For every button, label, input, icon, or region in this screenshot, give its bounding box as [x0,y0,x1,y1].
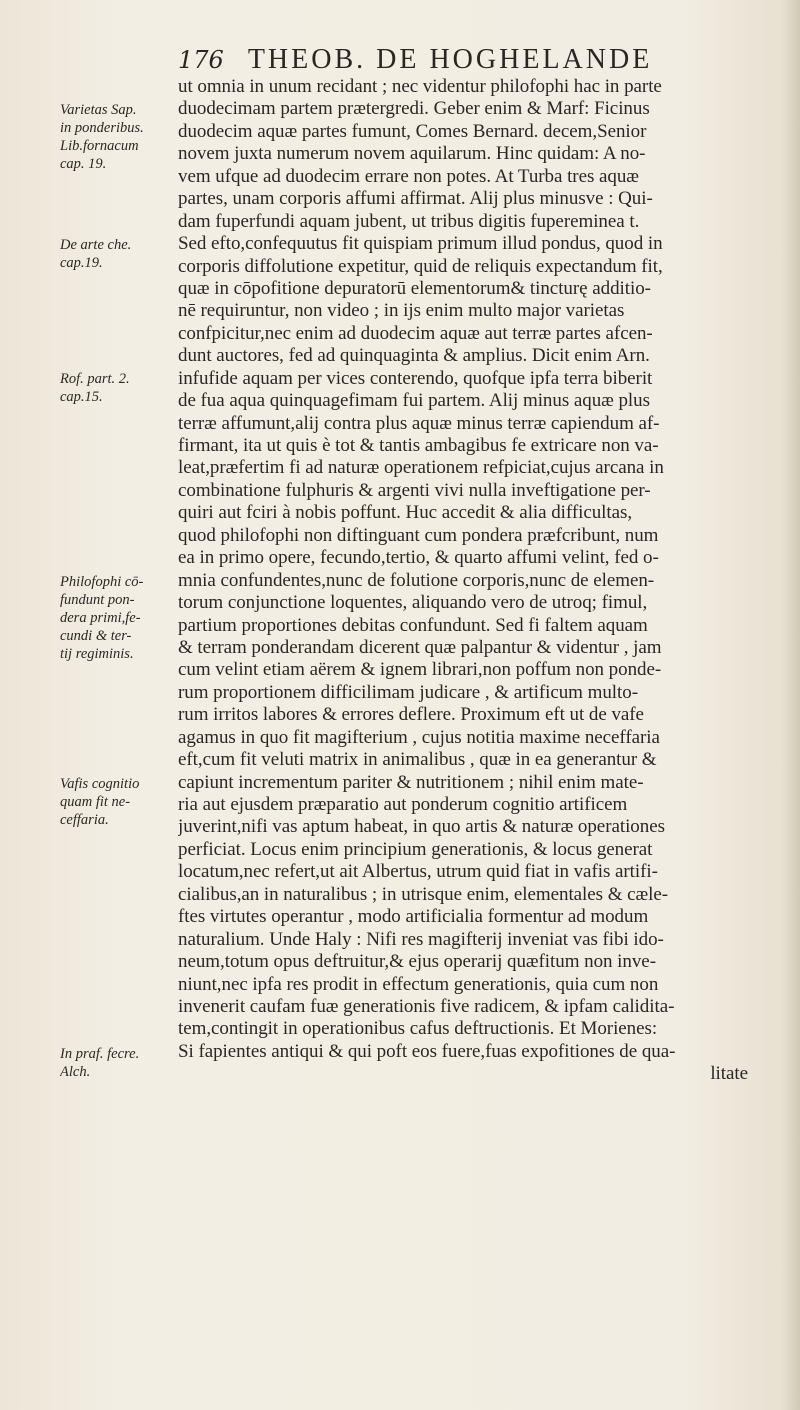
margin-note-in-praef [60,1045,175,1081]
margin-note-line: cap. 19. [60,156,107,172]
text-line: vem ufque ad duodecim errare non potes. At Turba tres aquæ [178,165,639,187]
text-line: partium proportiones debitas confundunt. Sed fi faltem aquam [178,614,648,636]
margin-note-line: ceffaria. [60,812,109,828]
text-line: confpicitur,nec enim ad duodecim aquæ aut terræ partes afcen- [178,322,653,344]
margin-note-vasis [60,775,175,829]
page-header [178,44,738,80]
text-line: firmant, ita ut quis è tot & tantis ambagibus fe extricare non va- [178,435,659,456]
margin-note-line: Rof. part. 2. [60,371,130,387]
text-line: dam fuperfundi aquam jubent, ut tribus digitis fupereminea t. [178,210,640,232]
text-line: duodecimam partem prætergredi. Geber enim & Marf: Ficinus [178,98,650,120]
text-line: dunt auctores, fed ad quinquaginta & amplius. Dicit enim Arn. [178,345,650,367]
text-line: partes, unam corporis affumi affirmat. Alij plus minusve : Qui- [178,188,653,210]
text-line: rum irritos labores & errores deflere. Proximum eft ut de vafe [178,704,644,726]
text-line: naturalium. Unde Haly : Nifi res magifterij inveniat vas fibi ido- [178,928,664,950]
margin-note-line: fundunt pon- [60,592,135,608]
text-line: & terram ponderandam dicerent quæ palpantur & videntur , jam [178,636,662,658]
text-line: infufide aquam per vices conterendo, quofque ipfa terra biberit [178,367,653,389]
margin-note-line: In praf. fecre. [60,1046,140,1062]
margin-note-line: cundi & ter- [60,628,132,644]
text-line: de fua aqua quinquagefimam fui partem. Alij minus aquæ plus [178,390,650,412]
text-line: quiri aut fciri à nobis poffunt. Huc accedit & alia difficultas, [178,502,633,524]
margin-note-line: cap.19. [60,255,103,271]
text-line: agamus in quo fit magifterium , cujus notitia maxime neceffaria [178,726,660,748]
margin-note-line: in ponderibus. [60,120,144,136]
text-line: quæ in cōpofitione depuratorū elementorum& tincturę additio- [178,277,651,299]
text-line: eft,cum fit veluti matrix in animalibus , quæ in ea generantur & [178,749,657,771]
body-text [178,76,783,1086]
text-line: novem juxta numerum novem aquilarum. Hinc quidam: A no- [178,143,646,165]
page-number: 176 [178,46,224,74]
text-line: duodecim aquæ partes fumunt, Comes Bernard. decem,Senior [178,120,647,142]
margin-note-varietas [60,101,175,173]
margin-note-line: dera primi,fe- [60,610,141,626]
text-line: Sed efto,confequutus fit quispiam primum illud pondus, quod in [178,233,663,255]
margin-note-rof [60,370,175,406]
margin-note-line: Alch. [60,1064,91,1080]
text-line: combinatione fulphuris & argenti vivi nulla inveftigatione per- [178,479,651,501]
text-line: neum,totum opus deftruitur,& ejus operarij quæfitum non inve- [178,951,656,973]
text-line: cialibus,an in naturalibus ; in utrisque enim, elementales & cæle- [178,883,669,905]
margin-note-line: Lib.fornacum [60,138,139,154]
text-line: mnia confundentes,nunc de folutione corporis,nunc de elemen- [178,569,655,591]
margin-note-de-arte [60,236,175,272]
text-line: rum proportionem difficilimam judicare , & artificum multo- [178,681,638,703]
running-head: THEOB. DE HOGHELANDE [247,44,653,75]
text-line: ut omnia in unum recidant ; nec videntur philofophi hac in parte [178,76,662,97]
text-line: locatum,nec refert,ut ait Albertus, utrum quid fiat in vafis artifi- [178,861,658,883]
margin-note-line: De arte che. [60,237,132,253]
text-line: torum conjunctione loquentes, aliquando vero de utroq; fimul, [178,592,648,614]
margin-note-line: tij regiminis. [60,646,134,662]
text-line: ftes virtutes operantur , modo artificialia formentur ad modum [178,906,649,928]
text-line: leat,præfertim fi ad naturæ operationem refpiciat,cujus arcana in [178,457,664,479]
text-line: perficiat. Locus enim principium generationis, & locus generat [178,838,653,860]
margin-note-line: quam fit ne- [60,794,131,810]
text-line: invenerit caufam fuæ generationis five radicem, & ipfam calidita- [178,995,675,1017]
text-line: niunt,nec ipfa res prodit in effectum generationis, quia cum non [178,973,659,995]
text-line: tem,contingit in operationibus cafus deftructionis. Et Morienes: [178,1018,658,1040]
text-line: ria aut ejusdem præparatio aut ponderum cognitio artificem [178,794,628,815]
margin-note-line: Vafis cognitio [60,776,140,792]
text-line: juverint,nifi vas aptum habeat, in quo artis & naturæ operationes [178,816,665,838]
text-line: terræ affumunt,alij contra plus aquæ minus terræ capiendum af- [178,412,660,434]
text-line: quod philofophi non diftinguant cum pondera præfcribunt, num [178,524,659,546]
text-line: Si fapientes antiqui & qui poft eos fuere,fuas expofitiones de qua- [178,1040,676,1062]
margin-note-line: Philofophi cō- [60,574,144,590]
catchword: litate [710,1063,748,1085]
page-edge-shadow [782,0,800,1410]
text-line: cum velint etiam aërem & ignem librari,non poffum non ponde- [178,659,662,681]
text-line: corporis diffolutione expetitur, quid de reliquis expectandum fit, [178,255,663,277]
text-line: nē requiruntur, non video ; in ijs enim multo major varietas [178,300,625,322]
text-line: ea in primo opere, fecundo,tertio, & quarto affumi velint, fed o- [178,547,659,569]
margin-note-line: cap.15. [60,389,103,405]
margin-note-line: Varietas Sap. [60,102,137,118]
margin-note-philosophi [60,573,175,663]
text-line: capiunt incrementum pariter & nutritionem ; nihil enim mate- [178,771,644,793]
